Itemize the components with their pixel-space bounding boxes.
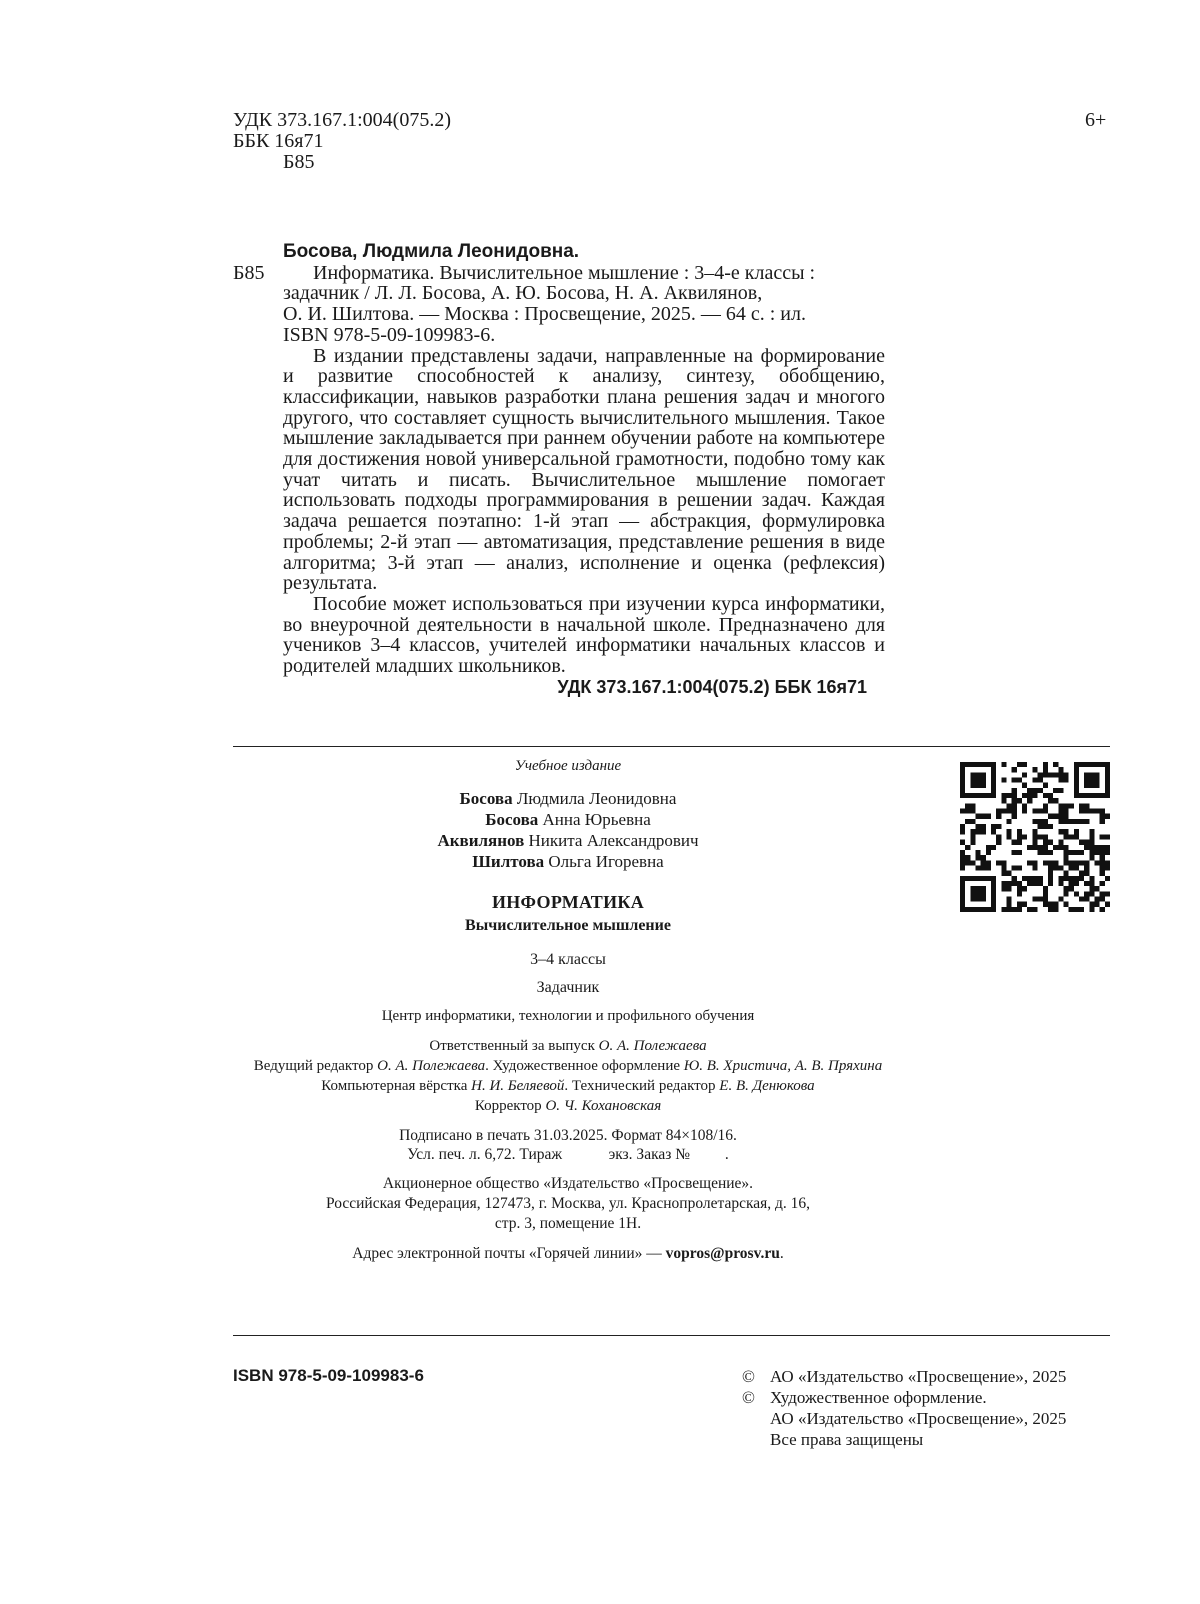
editorial-center: Центр информатики, технологии и профильного обучения <box>381 1008 755 1024</box>
edition-type: Учебное издание <box>514 758 622 774</box>
top-classification-codes <box>233 110 451 173</box>
record-entry <box>233 263 885 284</box>
footer-isbn: ISBN 978-5-09-109983-6 <box>233 1366 424 1385</box>
top-bbk: ББК 16я71 <box>233 130 324 152</box>
editor-line: Ведущий редактор О. А. Полежаева. Художественное оформление Ю. В. Христича, А. В. Пряхина <box>253 1058 883 1074</box>
age-rating: 6+ <box>1085 109 1107 131</box>
annotation-paragraph-2: Пособие может использоваться при изучении курса информатики, во внеурочной деятельности в начальной школе. Предназначено для учеников 3–4 классов, учителей информатики начальных классов и родителей младших школьников. <box>283 592 885 678</box>
qr-code-icon <box>960 762 1110 912</box>
record-codes <box>233 677 885 698</box>
book-title: ИНФОРМАТИКА <box>491 892 645 912</box>
print-line-1: Подписано в печать 31.03.2025. Формат 84×108/16. <box>399 1127 737 1144</box>
copyright-line: © Художественное оформление. <box>742 1388 987 1407</box>
author-line: Шилтова Ольга Игоревна <box>472 852 664 871</box>
divider-top <box>233 746 1110 747</box>
copyright-block <box>742 1366 1112 1450</box>
copyright-line: © АО «Издательство «Просвещение», 2025 <box>742 1367 1067 1386</box>
qr-code-graphic <box>960 762 1110 912</box>
copyright-line: АО «Издательство «Просвещение», 2025 <box>770 1409 1067 1428</box>
corrector-line: Корректор О. Ч. Кохановская <box>474 1098 662 1114</box>
publisher-info <box>233 1174 903 1234</box>
responsible-line: Ответственный за выпуск О. А. Полежаева <box>429 1038 707 1054</box>
record-author: Босова, Людмила Леонидовна. <box>283 241 580 262</box>
email-link[interactable]: vopros@prosv.ru <box>665 1245 780 1262</box>
divider-bottom <box>233 1335 1110 1336</box>
book-subtitle: Вычислительное мышление <box>465 917 671 934</box>
grades: 3–4 классы <box>530 951 606 968</box>
copyright-symbol: © <box>742 1388 755 1407</box>
record-title-line: Информатика. Вычислительное мышление : 3–4-е классы : <box>313 261 816 284</box>
publisher-address-2: стр. 3, помещение 1Н. <box>494 1215 642 1232</box>
publisher-address-1: Российская Федерация, 127473, г. Москва, ул. Краснопролетарская, д. 16, <box>325 1195 811 1212</box>
author-line: Босова Людмила Леонидовна <box>459 789 677 808</box>
bibliographic-record <box>233 242 885 697</box>
record-isbn: ISBN 978-5-09-109983-6. <box>283 323 496 346</box>
top-author-code: Б85 <box>283 151 315 173</box>
record-bbk: ББК 16я71 <box>774 676 867 697</box>
imprint-block <box>233 756 903 1264</box>
top-udk: УДК 373.167.1:004(075.2) <box>233 109 451 131</box>
editorial-staff <box>233 1036 903 1116</box>
author-line: Босова Анна Юрьевна <box>485 810 651 829</box>
annotation-paragraph-1: В издании представлены задачи, направленные на формирование и развитие способностей к анализу, синтезу, обобщению, классификации, навыков разработки плана решения задач и многого другого, что составляет сущность вычислительного мышления. Такое мышление закладывается при раннем обучении работе на компьютере для достижения новой универсальной грамотности, подобно тому как учат читать и писать. Вычислительное мышление помогает использовать подходы программирования в решении задач. Каждая задача решается поэтапно: 1-й этап — абстракция, формулировка проблемы; 2-й этап — автоматизация, представление решения в виде алгоритма; 3-й этап — анализ, исполнение и оценка (рефлексия) результата. <box>283 344 885 595</box>
layout-line: Компьютерная вёрстка Н. И. Беляевой. Технический редактор Е. В. Денюкова <box>321 1078 815 1094</box>
rights-reserved: Все права защищены <box>770 1430 924 1449</box>
print-info <box>233 1126 903 1164</box>
author-line: Аквилянов Никита Александрович <box>437 831 699 850</box>
publisher-name: Акционерное общество «Издательство «Просвещение». <box>382 1175 754 1192</box>
print-line-2: Усл. печ. л. 6,72. Тираж экз. Заказ № . <box>407 1146 729 1163</box>
book-type: Задачник <box>536 979 600 996</box>
record-line-2: задачник / Л. Л. Босова, А. Ю. Босова, Н. А. Аквилянов, <box>283 282 763 305</box>
hotline-email: Адрес электронной почты «Горячей линии» — vopros@prosv.ru. <box>352 1245 784 1262</box>
record-udk: УДК 373.167.1:004(075.2) <box>557 676 770 697</box>
copyright-symbol: © <box>742 1367 755 1386</box>
record-line-3: О. И. Шилтова. — Москва : Просвещение, 2025. — 64 с. : ил. <box>283 303 806 326</box>
author-list <box>233 788 903 872</box>
record-code: Б85 <box>233 261 265 284</box>
